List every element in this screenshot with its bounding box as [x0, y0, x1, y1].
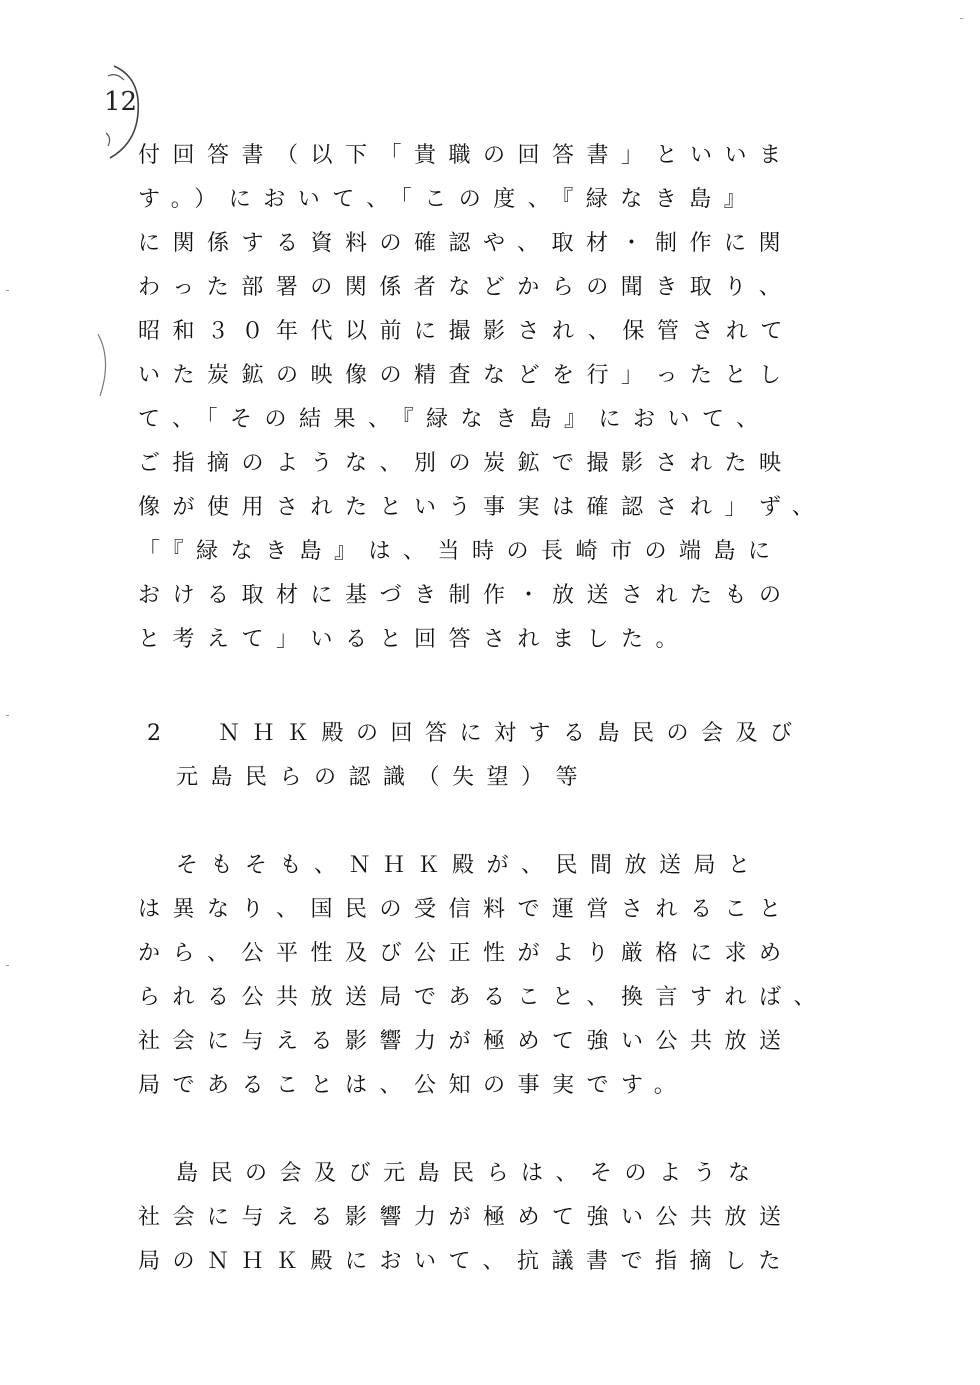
text-line: に関係する資料の確認や、取材・制作に関 [138, 231, 794, 256]
margin-speck [6, 290, 9, 291]
text-line: から、公平性及び公正性がより厳格に求め [138, 941, 794, 966]
text-line: わった部署の関係者などからの聞き取り、 [138, 275, 794, 300]
text-line: は異なり、国民の受信料で運営されること [138, 897, 794, 922]
stamp-number: 12 [104, 87, 138, 117]
text-line: 社会に与える影響力が極めて強い公共放送 [138, 1029, 794, 1054]
text-line: られる公共放送局であること、換言すれば、 [138, 985, 829, 1010]
section-number: 2 [147, 721, 161, 746]
text-line: 局であることは、公知の事実です。 [138, 1073, 689, 1098]
text-line: いた炭鉱の映像の精査などを行」ったとし [138, 363, 794, 388]
section-title: ＮＨＫ殿の回答に対する島民の会及び [218, 721, 805, 746]
text-line: そもそも、ＮＨＫ殿が、民間放送局と [176, 853, 763, 878]
text-line: 社会に与える影響力が極めて強い公共放送 [138, 1205, 794, 1230]
binding-hole-mark [92, 330, 122, 400]
text-line: 局のＮＨＫ殿において、抗議書で指摘した [138, 1249, 794, 1274]
text-line: 島民の会及び元島民らは、そのような [176, 1161, 763, 1186]
text-line: す。）において、「この度、『緑なき島』 [138, 187, 759, 212]
text-line: て、「その結果、『緑なき島』において、 [138, 407, 771, 432]
text-line: 「『緑なき島』は、当時の長崎市の端島に [138, 539, 783, 564]
text-line: 昭和３０年代以前に撮影され、保管されて [138, 319, 795, 344]
margin-speck [6, 715, 9, 716]
margin-speck [6, 965, 9, 966]
text-line: おける取材に基づき制作・放送されたもの [138, 583, 794, 608]
text-line: ご指摘のような、別の炭鉱で撮影された映 [138, 451, 794, 476]
section-title-continued: 元島民らの認識（失望）等 [176, 765, 591, 790]
margin-speck [960, 18, 963, 19]
text-line: 像が使用されたという事実は確認され」ず、 [138, 495, 827, 520]
text-line: 付回答書（以下「貴職の回答書」といいま [138, 143, 794, 168]
text-line: と考えて」いると回答されました。 [138, 627, 691, 652]
